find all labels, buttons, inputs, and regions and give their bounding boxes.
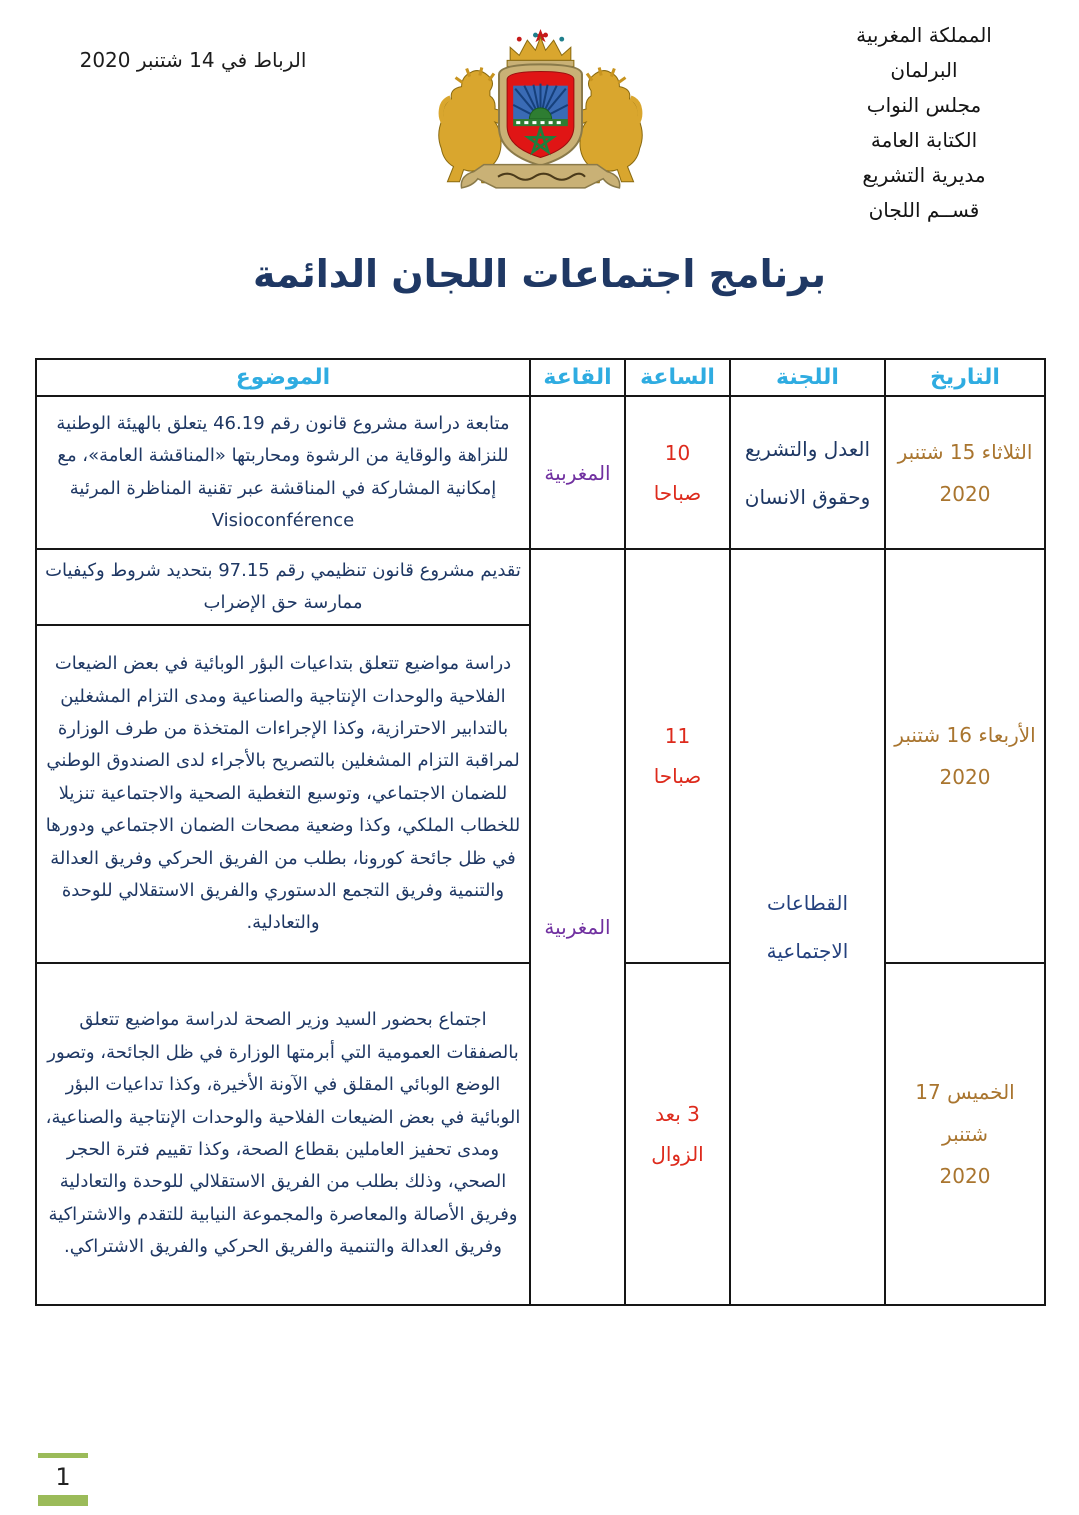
room-almaghribia-group: المغربية <box>530 549 625 1305</box>
motto-scroll-icon <box>461 165 619 188</box>
date-year: 2020 <box>939 765 991 789</box>
subject-law-97-15: تقديم مشروع قانون تنظيمي رقم 97.15 بتحديد شروط وكيفيات ممارسة حق الإضراب <box>36 549 530 625</box>
subject-epidemic-outbreaks: دراسة مواضيع تتعلق بتداعيات البؤر الوبائية في بعض الضيعات الفلاحية والوحدات الإنتاجية والصناعية ومدى التزام المشغلين بالتدابير الاحترازية، وكذا الإجراءات المتخذة من طرف الوزارة لمراقبة التزام المشغلين بالتصريح بالأجراء لدى الصندوق الوطني للضمان الاجتماعي، وتوسيع التغطية الصحية والاجتماعية تنزيلا للخطاب الملكي، وكذا وضعية مصحات الضمان الاجتماعي ودورها في ظل جائحة كورونا، بطلب من الفريق الحركي وفريق العدالة والتنمية وفريق التجمع الدستوري والفريق الاستقلالي للوحدة والتعادلية. <box>36 625 530 963</box>
header-committee: اللجنة <box>730 359 885 396</box>
time-11am <box>625 549 730 963</box>
table-row-tuesday <box>36 396 1045 549</box>
letterhead-house-of-representatives: مجلس النواب <box>866 93 982 117</box>
letterhead-committees-division: قســم اللجان <box>868 198 980 222</box>
date-line: الثلاثاء 15 شتنبر <box>897 439 1033 464</box>
date-year: 2020 <box>939 1164 991 1188</box>
time-10am <box>625 396 730 549</box>
table-row-strike-law <box>36 549 1045 625</box>
subject-law-46-19: متابعة دراسة مشروع قانون رقم 46.19 يتعلق بالهيئة الوطنية للنزاهة والوقاية من الرشوة ومحاربتها «المناقشة العامة»، مع إمكانية المشاركة في المناقشة عبر تقنية المناظرة المرئية Visioconférence <box>36 396 530 549</box>
table-header-row <box>36 359 1045 396</box>
time-value: 10 <box>664 440 691 465</box>
date-line: الخميس 17 شتنبر <box>915 1080 1015 1146</box>
date-tuesday-15 <box>885 396 1045 549</box>
time-period: صباحا <box>653 764 702 788</box>
time-3pm <box>625 963 730 1305</box>
place-and-date-line: الرباط في 14 شتنبر 2020 <box>79 48 307 72</box>
header-room: القاعة <box>530 359 625 396</box>
date-line: الأربعاء 16 شتنبر <box>894 723 1036 747</box>
morocco-coat-of-arms-icon <box>438 28 643 200</box>
footer-page-number-block <box>38 1453 88 1506</box>
time-value: 3 بعد <box>655 1102 700 1126</box>
footer-divider-thick <box>38 1495 88 1506</box>
crown-icon <box>507 29 574 66</box>
date-year: 2020 <box>939 481 991 506</box>
letterhead-block <box>814 18 1034 228</box>
subject-health-minister-meeting: اجتماع بحضور السيد وزير الصحة لدراسة مواضيع تتعلق بالصفقات العمومية التي أبرمتها الوزارة في ظل الجائحة، وتصور الوضع الوبائي المقلق في الآونة الأخيرة، وكذا تداعيات البؤر الوبائية في بعض الضيعات الفلاحية والوحدات الإنتاجية والصناعية، ومدى تحفيز العاملين بقطاع الصحة، وكذا تقييم فترة الحجر الصحي، وذلك بطلب من الفريق الاستقلالي للوحدة والتعادلية وفريق الأصالة والمعاصرة والمجموعة النيابية للتقدم والاشتراكية وفريق العدالة والتنمية والفريق الحركي والفريق الاشتراكي. <box>36 963 530 1305</box>
letterhead-legislation-directorate: مديرية التشريع <box>862 163 986 187</box>
header-subject: الموضوع <box>36 359 530 396</box>
letterhead-general-secretariat: الكتابة العامة <box>870 128 978 152</box>
coat-of-arms-logo <box>438 28 643 200</box>
header-time: الساعة <box>625 359 730 396</box>
committee-justice-legislation: العدل والتشريع وحقوق الانسان <box>730 396 885 549</box>
page-number: 1 <box>55 1463 71 1491</box>
committee-meetings-table <box>35 358 1046 1306</box>
letterhead-parliament: البرلمان <box>890 58 958 82</box>
footer-divider-thin <box>38 1453 88 1458</box>
date-thursday-17 <box>885 963 1045 1305</box>
time-period: الزوال <box>651 1142 704 1166</box>
letterhead-kingdom: المملكة المغربية <box>856 23 992 47</box>
time-value: 11 <box>664 724 691 748</box>
date-wednesday-16 <box>885 549 1045 963</box>
committee-social-sectors: القطاعات الاجتماعية <box>730 549 885 1305</box>
page-title: برنامج اجتماعات اللجان الدائمة <box>252 252 827 296</box>
room-almaghribia-row1: المغربية <box>530 396 625 549</box>
time-period: صباحا <box>653 480 702 505</box>
header-date: التاريخ <box>885 359 1045 396</box>
